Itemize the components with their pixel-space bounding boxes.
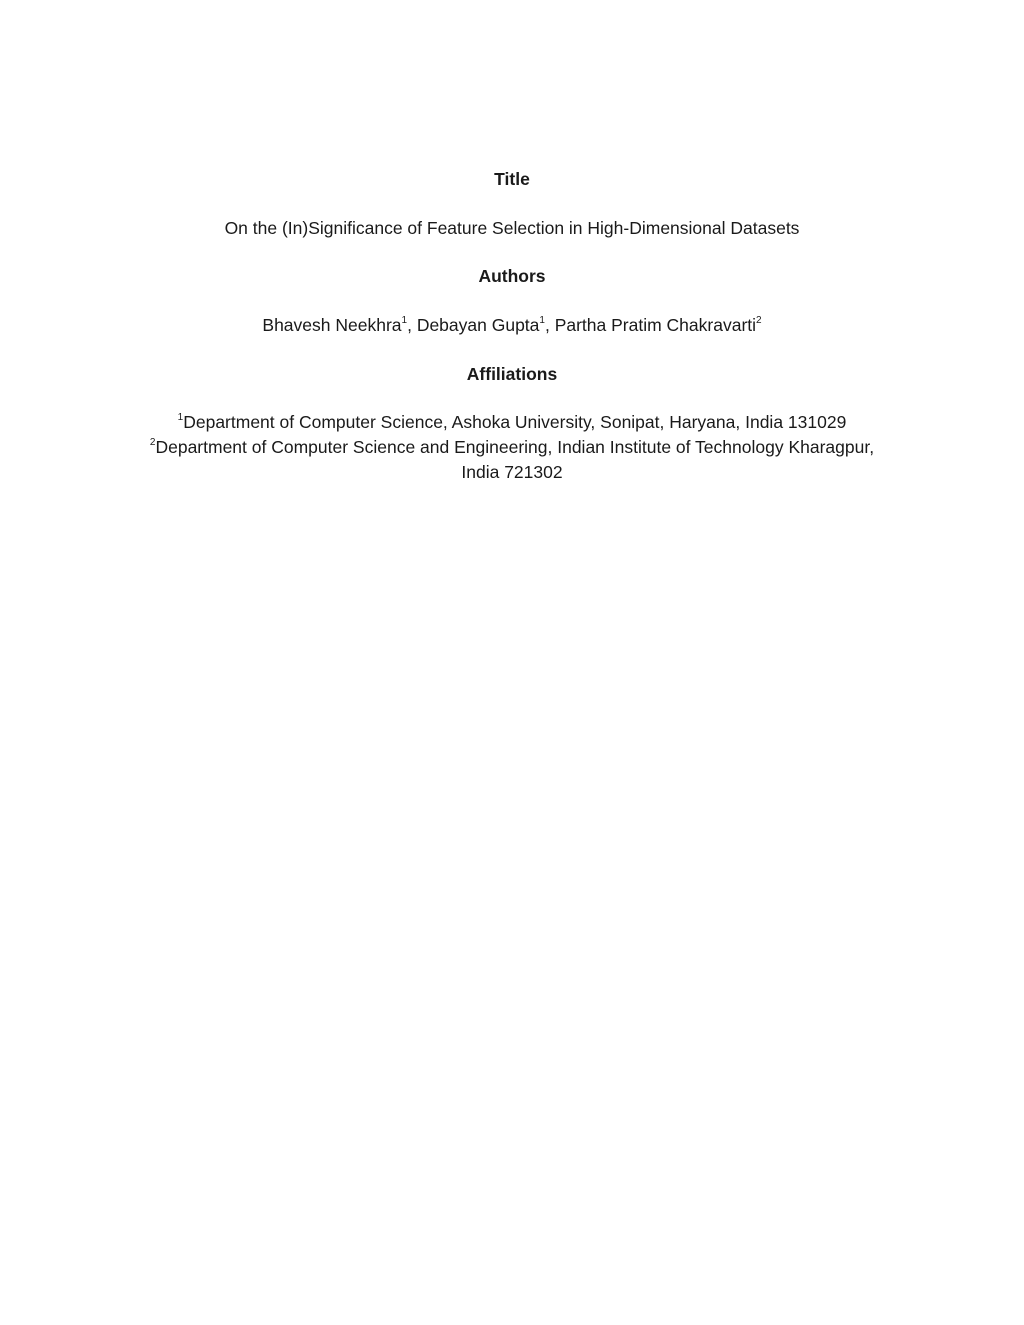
author-name: Debayan Gupta [416,315,540,335]
affiliation-mark: 2 [149,437,156,449]
affiliation-list [0,410,1024,485]
author-list [0,313,1024,338]
paper-title: On the (In)Significance of Feature Selection in High-Dimensional Datasets [224,218,800,238]
affiliations-heading: Affiliations [466,364,558,384]
affiliation-item [0,435,1024,460]
affiliation-mark: 1 [401,315,408,327]
author-separator: , [407,315,417,335]
author-name: Bhavesh Neekhra [262,315,402,335]
affiliation-text: Department of Computer Science and Engineering, Indian Institute of Technology Kharagpur, [155,437,875,457]
affiliation-continuation: India 721302 [461,462,563,482]
author-separator: , [544,315,555,335]
affiliation-mark: 1 [177,412,184,424]
affiliation-item [0,410,1024,435]
affiliation-mark: 1 [539,315,545,327]
affiliation-mark: 2 [756,315,762,327]
title-heading: Title [494,169,530,189]
author-name: Partha Pratim Chakravarti [554,315,757,335]
affiliation-text: Department of Computer Science, Ashoka University, Sonipat, Haryana, India 131029 [183,412,847,432]
authors-heading: Authors [478,266,546,286]
